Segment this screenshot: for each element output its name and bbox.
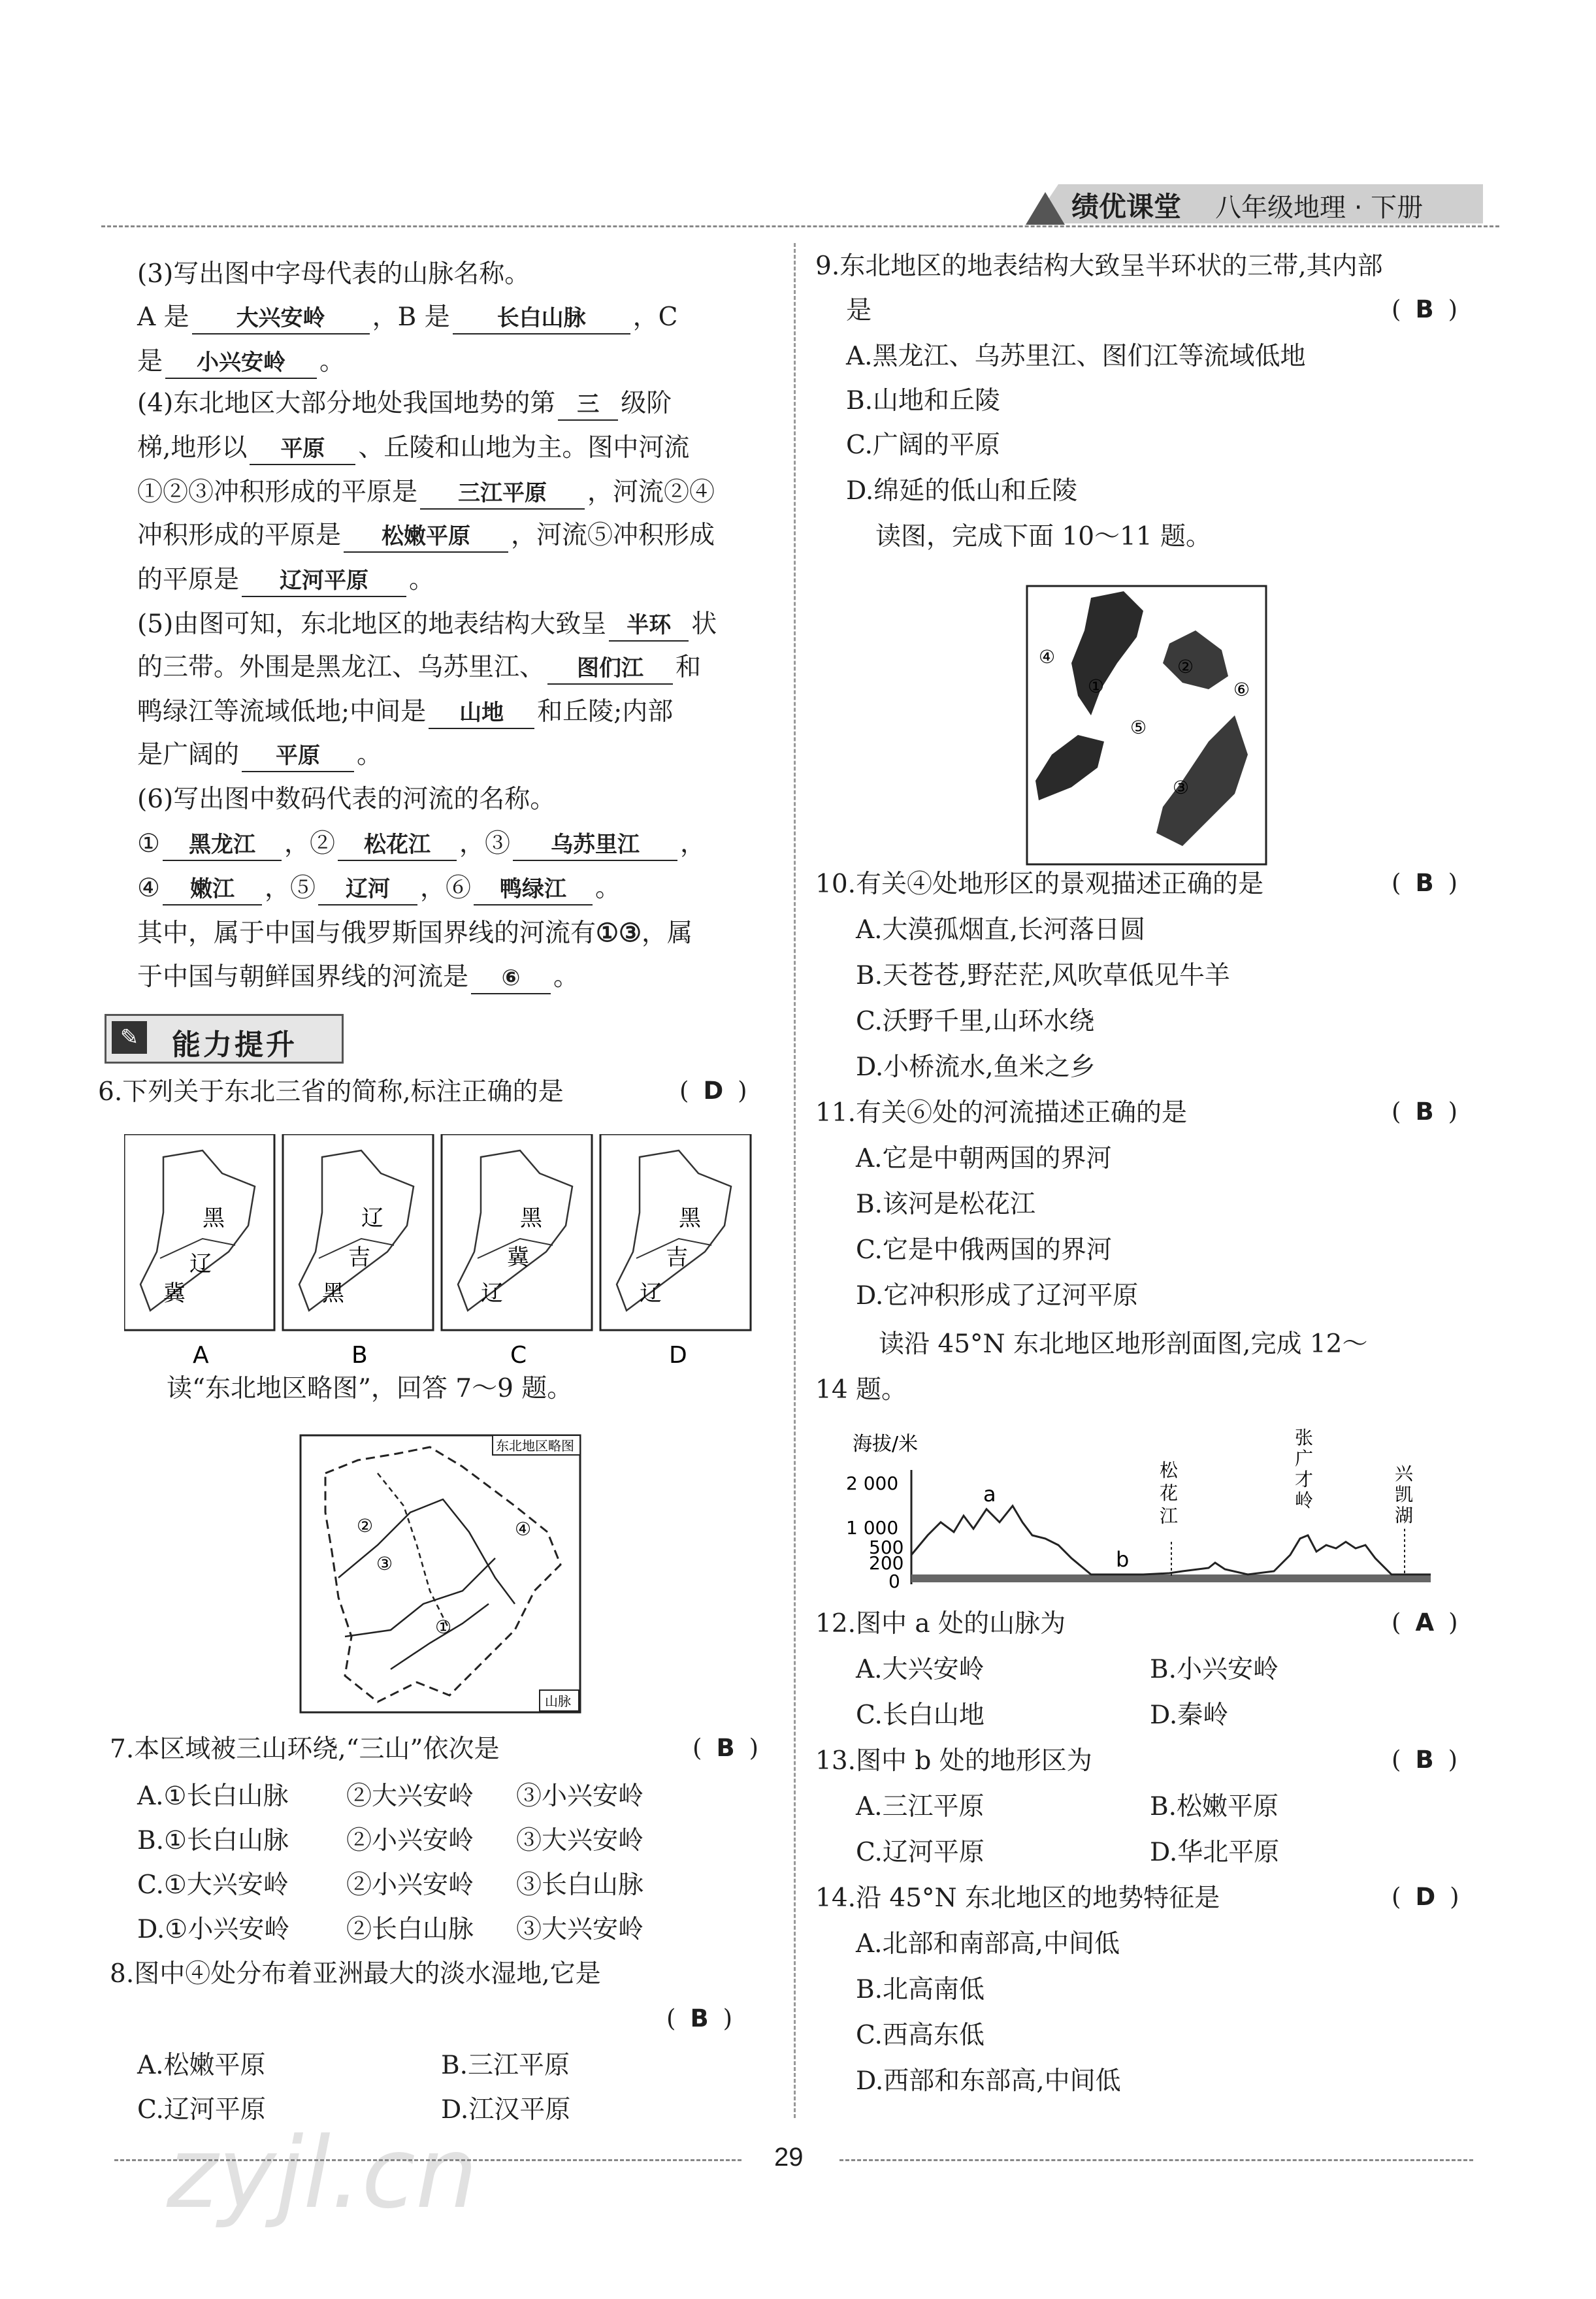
profile-zgc-2: 广 [1295, 1448, 1314, 1469]
q4-line2: 梯,地形以 平原 、丘陵和山地为主。图中河流 [137, 430, 689, 466]
q13-answer: ( B ) [1392, 1746, 1458, 1774]
relief-label-3: ③ [1173, 777, 1190, 798]
q6-rivers-line1: ① 黑龙江 ，② 松花江 ，③ 乌苏里江 ， [137, 826, 706, 862]
q14-opt-c: C.西高东低 [856, 2021, 985, 2050]
map-a-caption: A [193, 1342, 209, 1369]
q8-opt-d: D.江汉平原 [441, 2095, 571, 2125]
answer-c: 小兴安岭 [165, 348, 317, 379]
map-b-label1: 辽 [361, 1205, 383, 1231]
q12-opt-d: D.秦岭 [1150, 1701, 1229, 1730]
relief-label-6: ⑥ [1233, 679, 1250, 700]
q3-title: (3)写出图中字母代表的山脉名称。 [137, 259, 530, 289]
ne-map-label-2: ② [357, 1515, 374, 1537]
answer-river: 图们江 [547, 653, 673, 685]
q12-answer: ( A ) [1392, 1608, 1458, 1637]
q5-line1: (5)由图可知，东北地区的地表结构大致呈 半环 状 [137, 606, 717, 643]
profile-ytick-2000: 2 000 [846, 1473, 899, 1494]
answer-plain3: 辽河平原 [242, 566, 406, 597]
q7-opt-d: D.①小兴安岭 ②长白山脉 ③大兴安岭 [137, 1915, 644, 1944]
q14-answer: ( D ) [1392, 1883, 1459, 1911]
profile-a: a [983, 1482, 996, 1507]
pencil-icon: ✎ [112, 1021, 147, 1054]
q11-opt-b: B.该河是松花江 [856, 1190, 1036, 1219]
footer-rule-right [839, 2159, 1473, 2161]
q11-opt-c: C.它是中俄两国的界河 [856, 1235, 1112, 1265]
answer-shape: 半环 [609, 610, 689, 642]
profile-zgc-1: 张 [1295, 1427, 1314, 1448]
q9-stem-line2: 是 [846, 296, 872, 325]
profile-zgc-3: 才 [1295, 1469, 1314, 1490]
q11-opt-d: D.它冲积形成了辽河平原 [856, 1281, 1139, 1311]
q12-stem: 12.图中 a 处的山脉为 [815, 1609, 1066, 1639]
q12-opt-c: C.长白山地 [856, 1701, 985, 1730]
header-rule [101, 225, 1499, 227]
ne-map-label-1: ① [435, 1616, 452, 1638]
q10-opt-b: B.天苍苍,野茫茫,风吹草低见牛羊 [856, 961, 1230, 990]
three-provinces-maps [124, 1134, 777, 1369]
q3-line2: 是 小兴安岭 。 [137, 344, 345, 380]
answer-mid: 山地 [429, 698, 534, 729]
q3-line1: A 是 大兴安岭 ，B 是 长白山脉 ，C [137, 299, 677, 336]
q9-opt-a: A.黑龙江、乌苏里江、图们江等流域低地 [846, 342, 1306, 371]
q12-intro-line1: 读沿 45°N 东北地区地形剖面图,完成 12～ [879, 1329, 1368, 1359]
map-c-label3: 辽 [481, 1280, 503, 1307]
q9-opt-d: D.绵延的低山和丘陵 [846, 476, 1078, 506]
q11-opt-a: A.它是中朝两国的界河 [856, 1144, 1112, 1173]
q10-stem: 10.有关④处地形区的景观描述正确的是 [815, 870, 1264, 899]
ne-map-title: 东北地区略图 [496, 1438, 574, 1454]
map-intro: 读“东北地区略图”，回答 7～9 题。 [167, 1374, 573, 1403]
relief-label-2: ② [1177, 656, 1194, 677]
q9-opt-b: B.山地和丘陵 [846, 386, 1001, 416]
answer-b: 长白山脉 [453, 303, 630, 334]
map-d-caption: D [669, 1342, 687, 1369]
header [1026, 178, 1496, 227]
q7-opt-a: A.①长白山脉 ②大兴安岭 ③小兴安岭 [137, 1782, 644, 1811]
map-c-label1: 黑 [520, 1205, 542, 1231]
q14-opt-a: A.北部和南部高,中间低 [856, 1929, 1120, 1959]
q5-line2: 的三带。外围是黑龙江、乌苏里江、 图们江 和 [137, 649, 701, 686]
column-divider [794, 243, 796, 2118]
q13-opt-a: A.三江平原 [856, 1792, 985, 1821]
section-banner [105, 1014, 344, 1064]
q8-stem: 8.图中④处分布着亚洲最大的淡水湿地,它是 [110, 1959, 601, 1989]
q7-stem: 7.本区域被三山环绕,“三山”依次是 [110, 1735, 500, 1764]
q7-opt-c: C.①大兴安岭 ②小兴安岭 ③长白山脉 [137, 1870, 644, 1900]
q5-line4: 是广阔的 平原 。 [137, 737, 382, 774]
q14-opt-d: D.西部和东部高,中间低 [856, 2066, 1121, 2096]
terrain-profile [843, 1424, 1450, 1594]
section-title: 能力提升 [172, 1028, 297, 1062]
map-c [442, 1134, 592, 1330]
profile-xk-1: 兴 [1395, 1463, 1414, 1484]
q10-opt-d: D.小桥流水,鱼米之乡 [856, 1052, 1096, 1082]
answer-a: 大兴安岭 [192, 303, 370, 334]
map-d [600, 1134, 751, 1330]
q14-opt-b: B.北高南低 [856, 1975, 985, 2004]
q8-answer: ( B ) [666, 2004, 733, 2032]
profile-xk-3: 湖 [1395, 1505, 1414, 1526]
q6-border-line1: 其中，属于中国与俄罗斯国界线的河流有①③，属 [137, 918, 692, 948]
profile-zgc-4: 岭 [1295, 1490, 1314, 1511]
q12-opt-b: B.小兴安岭 [1150, 1655, 1279, 1684]
q14-stem: 14.沿 45°N 东北地区的地势特征是 [815, 1883, 1220, 1913]
map-a-label2: 辽 [189, 1251, 212, 1277]
q12-intro-line2: 14 题。 [815, 1375, 907, 1405]
profile-ytick-0: 0 [888, 1571, 900, 1592]
ne-map-label-3: ③ [376, 1553, 393, 1574]
map-d-label2: 吉 [666, 1245, 688, 1271]
q13-opt-b: B.松嫩平原 [1150, 1792, 1279, 1821]
profile-songhua-3: 江 [1160, 1505, 1179, 1527]
ne-map-legend: 山脉 [545, 1693, 571, 1709]
map-c-label2: 冀 [507, 1245, 529, 1271]
profile-ylabel: 海拔/米 [853, 1433, 919, 1456]
profile-ytick-1000: 1 000 [846, 1517, 899, 1539]
q4-line5: 的平原是 辽河平原 。 [137, 562, 434, 598]
map-b-caption: B [351, 1342, 368, 1369]
relief-label-5: ⑤ [1130, 717, 1147, 738]
answer-main: 平原 [250, 434, 355, 465]
map-d-label1: 黑 [679, 1205, 701, 1231]
q6mc-stem: 6.下列关于东北三省的简称,标注正确的是 [98, 1077, 564, 1107]
q10-answer: ( B ) [1392, 869, 1458, 897]
q5-line3: 鸭绿江等流域低地;中间是 山地 和丘陵;内部 [137, 694, 673, 730]
map-a [124, 1134, 274, 1330]
q9-answer: ( B ) [1392, 295, 1458, 323]
q11-answer: ( B ) [1392, 1098, 1458, 1126]
map-a-label1: 黑 [203, 1205, 225, 1231]
answer-step: 三 [558, 389, 618, 421]
map-b [283, 1134, 433, 1330]
q8-opt-b: B.三江平原 [441, 2051, 570, 2080]
relief-label-1: ① [1088, 676, 1105, 697]
map-b-label3: 黑 [322, 1280, 344, 1307]
answer-inner: 平原 [242, 741, 354, 772]
relief-label-4: ④ [1039, 646, 1056, 668]
answer-plain1: 三江平原 [420, 478, 585, 510]
q7-answer: ( B ) [692, 1734, 759, 1762]
northeast-map [299, 1434, 581, 1714]
q10-opt-c: C.沃野千里,山环水绕 [856, 1007, 1095, 1036]
q6-title: (6)写出图中数码代表的河流的名称。 [137, 785, 556, 814]
q4-line4: 冲积形成的平原是 松嫩平原 ，河流⑤冲积形成 [137, 517, 715, 554]
answer-plain2: 松嫩平原 [344, 521, 508, 553]
q9-opt-c: C.广阔的平原 [846, 431, 1000, 460]
profile-songhua-1: 松 [1160, 1459, 1179, 1481]
watermark: zyjl.cn [167, 2117, 478, 2230]
ne-map-label-4: ④ [515, 1518, 532, 1540]
page-number: 29 [774, 2143, 804, 2172]
q13-opt-d: D.华北平原 [1150, 1838, 1280, 1867]
profile-xk-2: 凯 [1395, 1484, 1414, 1505]
q4-line3: ①②③冲积形成的平原是 三江平原 ，河流②④ [137, 474, 715, 511]
header-brand: 绩优课堂 [1071, 191, 1182, 223]
q11-stem: 11.有关⑥处的河流描述正确的是 [815, 1098, 1188, 1128]
map-c-caption: C [510, 1342, 527, 1369]
map-a-label3: 冀 [163, 1280, 186, 1307]
q6-rivers-line2: ④ 嫩江 ，⑤ 辽河 ，⑥ 鸭绿江 。 [137, 870, 621, 907]
q13-opt-c: C.辽河平原 [856, 1838, 985, 1867]
map-d-label3: 辽 [640, 1280, 662, 1307]
q4-line1: (4)东北地区大部分地处我国地势的第 三 级阶 [137, 385, 672, 422]
header-subject: 八年级地理 · 下册 [1215, 193, 1424, 223]
q12-opt-a: A.大兴安岭 [856, 1655, 985, 1684]
q10-opt-a: A.大漠孤烟直,长河落日圆 [856, 915, 1145, 945]
q8-opt-a: A.松嫩平原 [137, 2051, 266, 2080]
profile-b: b [1116, 1547, 1130, 1572]
q6-border-line2: 于中国与朝鲜国界线的河流是 ⑥ 。 [137, 959, 579, 996]
profile-ytick-200: 200 [869, 1552, 904, 1574]
relief-map [1026, 585, 1267, 866]
map-b-label2: 吉 [348, 1245, 370, 1271]
q13-stem: 13.图中 b 处的地形区为 [815, 1746, 1092, 1776]
profile-ytick-500: 500 [869, 1537, 904, 1558]
profile-songhua-2: 花 [1160, 1482, 1179, 1504]
q8-opt-c: C.辽河平原 [137, 2095, 266, 2125]
q7-opt-b: B.①长白山脉 ②小兴安岭 ③大兴安岭 [137, 1826, 644, 1855]
q10-intro: 读图，完成下面 10～11 题。 [875, 522, 1212, 551]
q9-stem-line1: 9.东北地区的地表结构大致呈半环状的三带,其内部 [815, 252, 1383, 281]
q6mc-answer: ( D ) [679, 1077, 747, 1105]
